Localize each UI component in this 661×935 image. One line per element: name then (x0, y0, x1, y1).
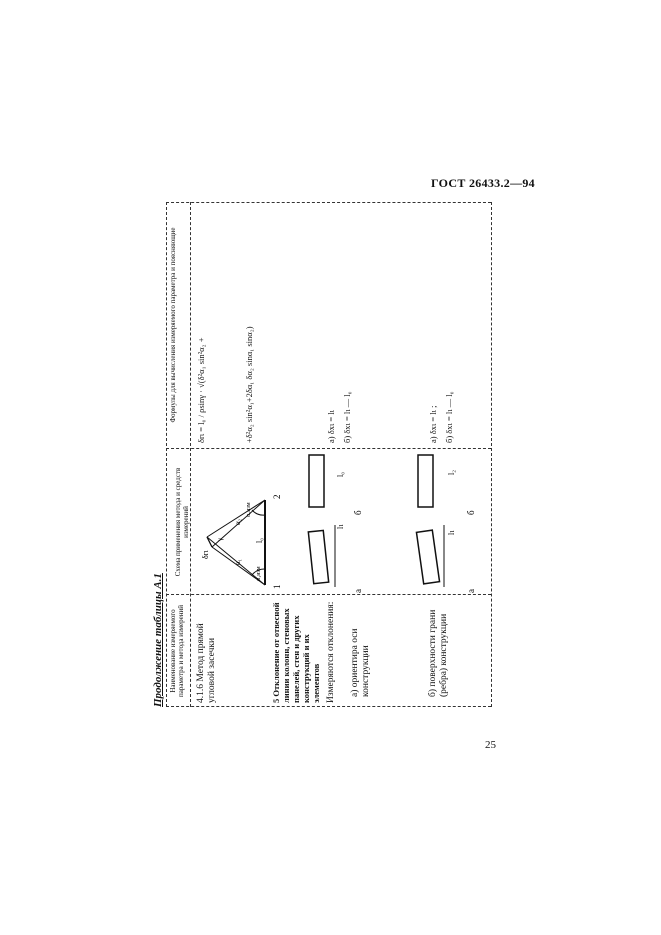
header-formula: Формулы для вычисления измеряемого параметра и поясняющие (169, 227, 177, 423)
header-scheme: Схема применения метода и средств измерений (174, 467, 190, 577)
label-l2: l₂ (447, 469, 456, 475)
rotated-table-region (152, 202, 497, 707)
table-border-left (166, 706, 491, 707)
section-5-title: 5 Отклонение от отвесной линии колонн, стеновых панелей, стен и других конструкций и их элементов (271, 602, 321, 703)
label-li-surface: lι (447, 530, 456, 535)
page-number: 25 (485, 739, 496, 751)
point-1-label: 1 (272, 584, 282, 589)
delta-r-label: δrι (201, 550, 210, 559)
alpha1-izm-label: α₁изм (256, 566, 262, 581)
axis-deviation-diagram (301, 449, 371, 595)
formula-surface-a: а) δxι = lι ; (428, 405, 438, 443)
alpha1-label: α₁ (234, 558, 242, 565)
label-b-surface: б (466, 510, 476, 515)
table (166, 202, 491, 707)
formula-axis-a: а) δxι = lι (326, 410, 336, 443)
surface-deviation-diagram (404, 449, 484, 595)
formula-surface-b: б) δxι = lι — l₀ (444, 391, 454, 443)
measured-deviations-intro: Измеряются отклонения: (326, 601, 336, 703)
point-2-label: 2 (272, 494, 282, 499)
alpha2-label: α₂ (234, 518, 242, 525)
label-li-a: lι (336, 524, 345, 529)
table-caption: Продолжение таблицы А.1 (152, 573, 164, 707)
label-l0: l₀ (336, 471, 345, 477)
document-code: ГОСТ 26433.2—94 (431, 176, 535, 190)
formula-axis-b: б) δxι = lι — l₀ (342, 391, 352, 443)
item-a-axis-reference: а) ориентира оси конструкции (350, 628, 371, 697)
label-a-surface: а (466, 589, 476, 593)
label-a: а (353, 589, 363, 593)
formula-angular-1: δrι = l₀ / ρsinγ · √(δ²α₁ sin²α₂ + (196, 337, 206, 443)
header-param: Наименование измеряемого параметра и метода измерений (169, 605, 185, 698)
label-b: б (353, 510, 363, 515)
table-border-right (166, 202, 491, 203)
alpha2-izm-label: α₂изм (246, 502, 252, 517)
gamma-label: γ (216, 537, 224, 541)
angular-intersection-diagram (190, 449, 290, 595)
param-angular-intersection: 4.1.6 Метод прямой угловой засечки (196, 623, 217, 703)
formula-angular-2: +δ²α₂ sin²α₁+2δα₁ δα₂ sinα₁ sinα₂) (244, 326, 254, 443)
table-border-bottom (491, 202, 492, 707)
item-b-surface-edge: б) поверхности грани (ребра) конструкции (428, 609, 449, 697)
l0-label: l₀ (255, 537, 264, 543)
table-border-top (166, 202, 167, 707)
